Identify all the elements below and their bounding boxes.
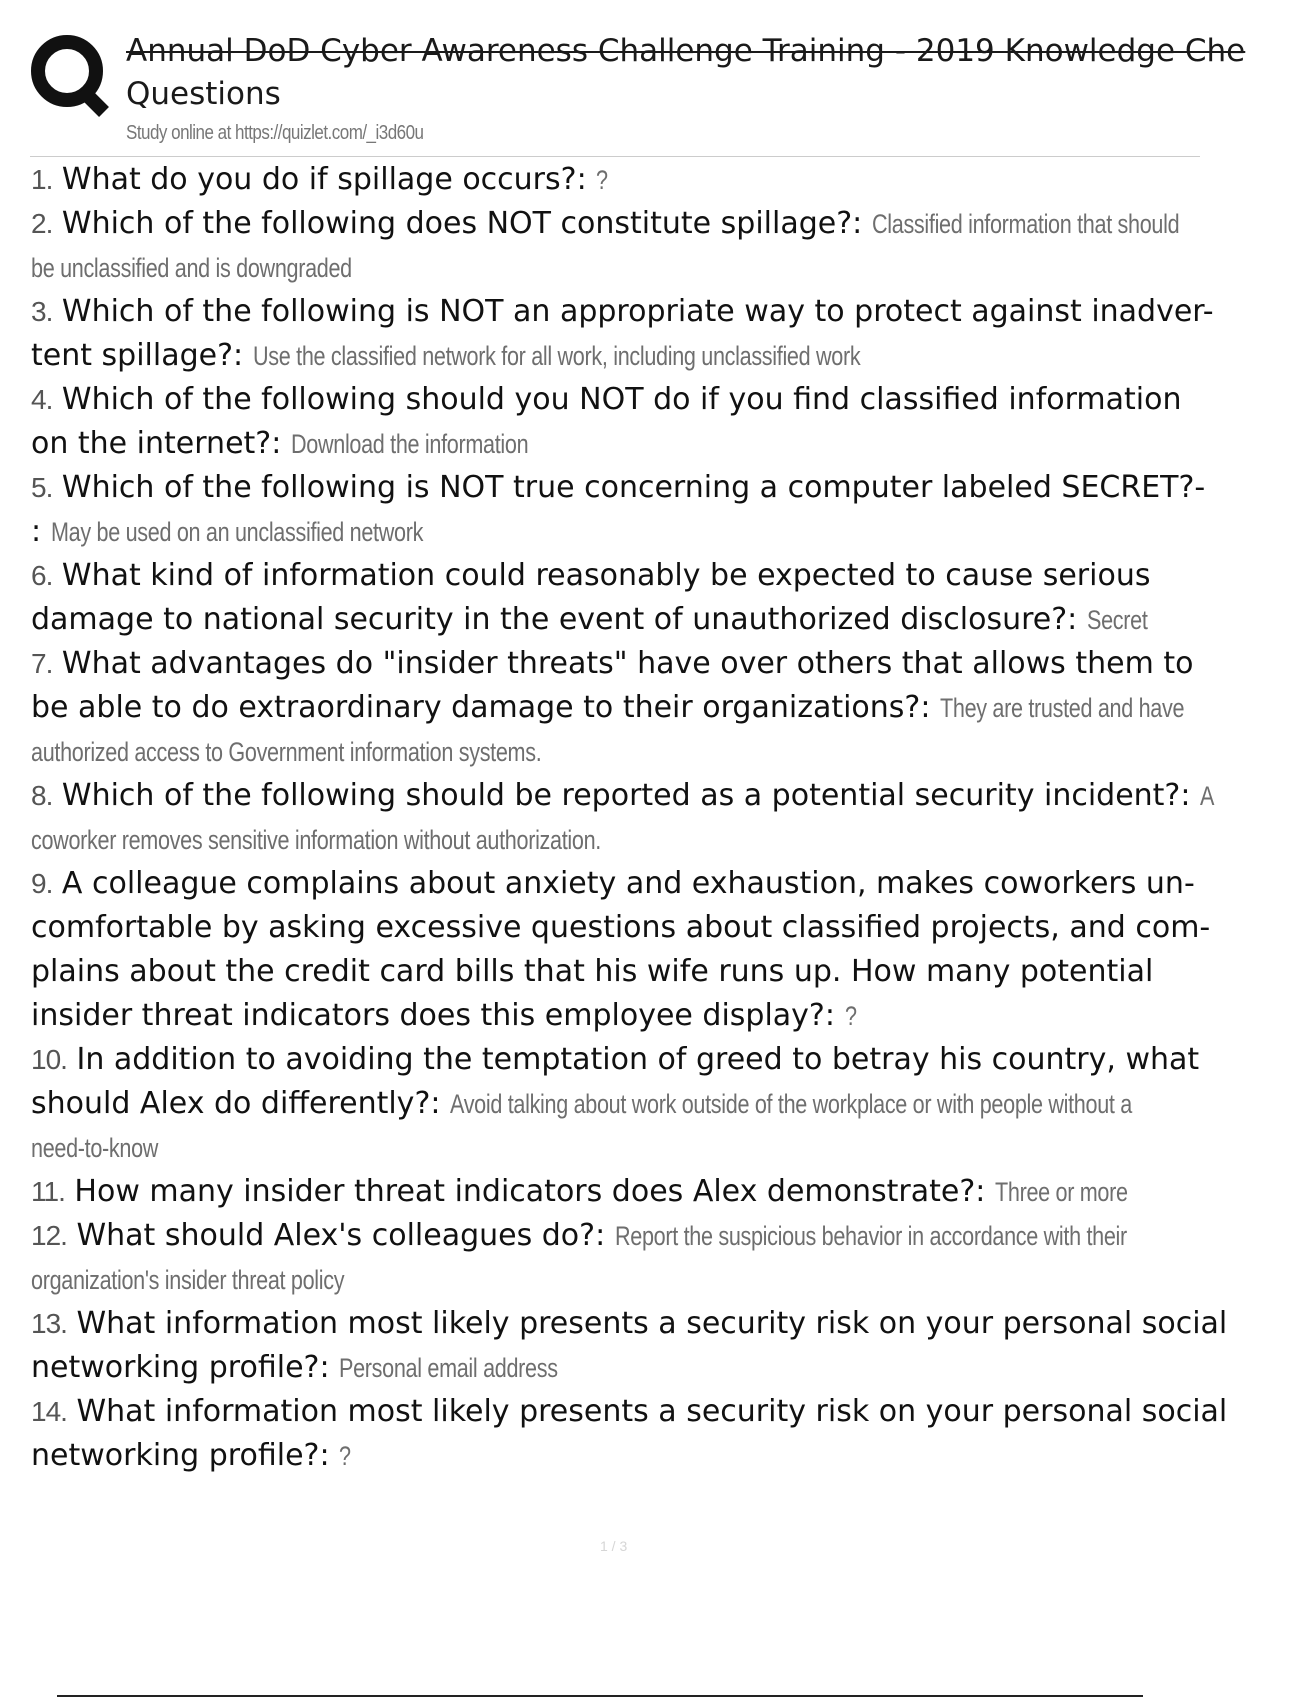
item-number: 8. bbox=[31, 780, 53, 811]
item-number: 11. bbox=[31, 1176, 65, 1207]
header-divider bbox=[30, 156, 1200, 157]
question: Which of the following is NOT true concerning a computer labeled SECRET?- bbox=[61, 470, 1206, 505]
answer: ? bbox=[339, 1441, 351, 1471]
qa-item-6 bbox=[31, 554, 1200, 642]
answer-continued: organization's insider threat policy bbox=[31, 1265, 345, 1295]
question: What advantages do "insider threats" have over others that allows them to bbox=[61, 646, 1194, 681]
question: What kind of information could reasonably be expected to cause serious bbox=[61, 558, 1151, 593]
study-online-link[interactable]: Study online at https://quizlet.com/_i3d60u bbox=[126, 122, 424, 144]
answer: They are trusted and have bbox=[940, 693, 1185, 723]
answer: Report the suspicious behavior in accordance with their bbox=[614, 1221, 1127, 1251]
footer-divider bbox=[57, 1695, 1143, 1697]
question-continued: comfortable by asking excessive questions about classified projects, and com- bbox=[31, 910, 1211, 945]
answer: ? bbox=[844, 1001, 857, 1031]
qa-item-13 bbox=[31, 1302, 1228, 1390]
item-number: 14. bbox=[31, 1396, 67, 1427]
answer: Use the classified network for all work, including unclassified work bbox=[252, 341, 860, 371]
answer-continued: be unclassified and is downgraded bbox=[31, 253, 352, 283]
question-continued: plains about the credit card bills that his wife runs up. How many potential bbox=[31, 954, 1154, 989]
qa-item-1 bbox=[31, 158, 1200, 202]
qa-item-9 bbox=[31, 862, 1211, 1038]
document-title-line2: Questions bbox=[126, 76, 281, 112]
qa-item-14 bbox=[31, 1390, 1228, 1478]
item-number: 12. bbox=[31, 1220, 67, 1251]
question-continued: should Alex do differently?: bbox=[31, 1086, 441, 1121]
answer: May be used on an unclassified network bbox=[50, 517, 423, 547]
answer: Personal email address bbox=[339, 1353, 558, 1383]
answer: Download the information bbox=[290, 429, 529, 459]
answer-continued: authorized access to Government information systems. bbox=[31, 737, 542, 767]
question: What should Alex's colleagues do?: bbox=[76, 1218, 606, 1253]
question: What do you do if spillage occurs?: bbox=[61, 162, 587, 197]
question-continued: networking profile?: bbox=[31, 1438, 330, 1473]
qa-item-8 bbox=[31, 774, 1215, 862]
document-title-line1: Annual DoD Cyber Awareness Challenge Training - 2019 Knowledge Che bbox=[126, 33, 1246, 69]
qa-item-11 bbox=[31, 1170, 1200, 1214]
qa-item-4 bbox=[31, 378, 1200, 466]
item-number: 2. bbox=[31, 208, 53, 239]
answer: ? bbox=[596, 165, 608, 195]
question-continued: damage to national security in the event of unauthorized disclosure?: bbox=[31, 602, 1078, 637]
question-continued: be able to do extraordinary damage to their organizations?: bbox=[31, 690, 931, 725]
item-number: 6. bbox=[31, 560, 53, 591]
question: Which of the following should you NOT do if you find classified information bbox=[61, 382, 1182, 417]
answer: Avoid talking about work outside of the workplace or with people without a bbox=[450, 1089, 1132, 1119]
question-continued: tent spillage?: bbox=[31, 338, 244, 373]
item-number: 10. bbox=[31, 1044, 67, 1075]
answer: A bbox=[1200, 781, 1215, 811]
question: How many insider threat indicators does Alex demonstrate?: bbox=[74, 1174, 986, 1209]
item-number: 5. bbox=[31, 472, 53, 503]
answer: Classified information that should bbox=[871, 209, 1180, 239]
item-number: 9. bbox=[31, 868, 53, 899]
answer-continued: coworker removes sensitive information without authorization. bbox=[31, 825, 601, 855]
quizlet-q-logo-icon bbox=[30, 32, 108, 114]
answer: Secret bbox=[1086, 605, 1148, 635]
qa-item-3 bbox=[31, 290, 1214, 378]
question: What information most likely presents a security risk on your personal social bbox=[76, 1306, 1228, 1341]
qa-item-5 bbox=[31, 466, 1206, 554]
question-continued: insider threat indicators does this employee display?: bbox=[31, 998, 835, 1033]
qa-item-10 bbox=[31, 1038, 1200, 1170]
item-number: 13. bbox=[31, 1308, 67, 1339]
answer-continued: need-to-know bbox=[31, 1133, 159, 1163]
question: Which of the following is NOT an appropriate way to protect against inadver- bbox=[61, 294, 1214, 329]
question: Which of the following does NOT constitute spillage?: bbox=[61, 206, 863, 241]
item-number: 4. bbox=[31, 384, 53, 415]
answer: Three or more bbox=[994, 1177, 1128, 1207]
question-continued: networking profile?: bbox=[31, 1350, 330, 1385]
document-title bbox=[126, 30, 1246, 116]
question: In addition to avoiding the temptation of greed to betray his country, what bbox=[76, 1042, 1200, 1077]
qa-item-12 bbox=[31, 1214, 1200, 1302]
question: What information most likely presents a security risk on your personal social bbox=[76, 1394, 1228, 1429]
question: Which of the following should be reported as a potential security incident?: bbox=[61, 778, 1191, 813]
item-number: 1. bbox=[31, 164, 53, 195]
qa-list bbox=[31, 158, 1228, 1478]
question-continued: : bbox=[31, 514, 42, 549]
page-number: 1 / 3 bbox=[600, 1538, 628, 1554]
question: A colleague complains about anxiety and exhaustion, makes coworkers un- bbox=[61, 866, 1195, 901]
qa-item-2 bbox=[31, 202, 1200, 290]
item-number: 3. bbox=[31, 296, 53, 327]
qa-item-7 bbox=[31, 642, 1200, 774]
item-number: 7. bbox=[31, 648, 53, 679]
question-continued: on the internet?: bbox=[31, 426, 282, 461]
